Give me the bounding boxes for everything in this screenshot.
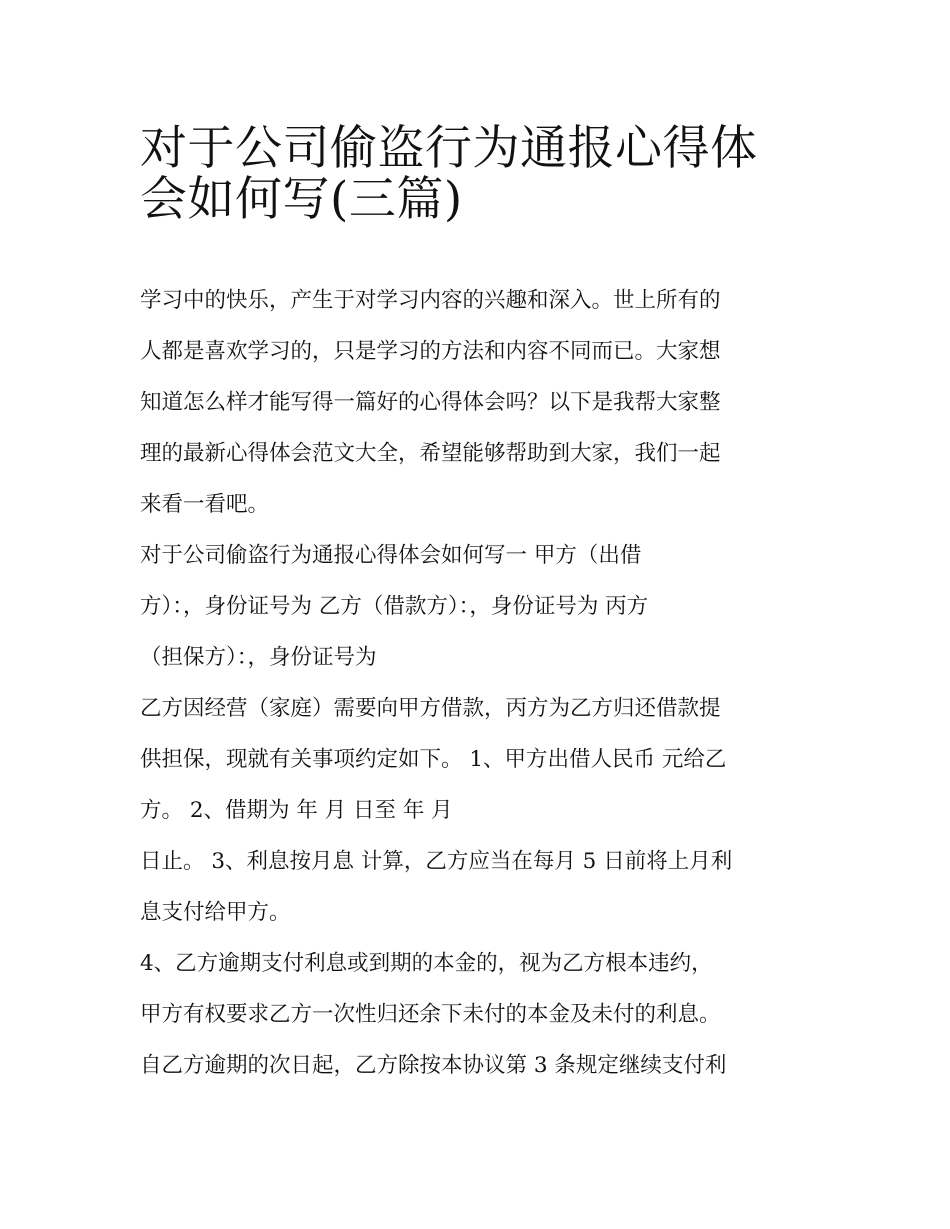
text-line: 人都是喜欢学习的，只是学习的方法和内容不同而已。大家想: [140, 339, 721, 364]
text-line: 方）：，身份证号为 乙方（借款方）：，身份证号为 丙方: [140, 594, 649, 619]
text-line: 自乙方逾期的次日起，乙方除按本协议第 3 条规定继续支付利: [140, 1053, 727, 1078]
text-line: 甲方有权要求乙方一次性归还余下未付的本金及未付的利息。: [140, 1002, 721, 1027]
document-title: [140, 112, 820, 227]
paragraph-intro: [140, 275, 820, 530]
text-line: 对于公司偷盗行为通报心得体会如何写一 甲方（出借: [140, 543, 642, 568]
text-line: 学习中的快乐，产生于对学习内容的兴趣和深入。世上所有的: [140, 288, 721, 313]
paragraph-default: [140, 938, 820, 1091]
title-line: 对于公司偷盗行为通报心得体: [140, 121, 758, 176]
paragraph-interest: [140, 836, 820, 938]
paragraph-terms: [140, 683, 820, 836]
text-line: 日止。 3、利息按月息 计算，乙方应当在每月 5 日前将上月利: [140, 849, 733, 874]
text-line: 来看一看吧。: [140, 492, 270, 517]
paragraph-parties: [140, 530, 820, 683]
title-line: 会如何写(三篇): [140, 172, 463, 227]
text-line: （担保方）：，身份证号为: [140, 645, 377, 670]
document-body: [140, 275, 820, 1091]
text-line: 息支付给甲方。: [140, 900, 291, 925]
text-line: 方。 2、借期为 年 月 日至 年 月: [140, 798, 453, 823]
text-line: 理的最新心得体会范文大全，希望能够帮助到大家，我们一起: [140, 441, 721, 466]
text-line: 4、乙方逾期支付利息或到期的本金的，视为乙方根本违约，: [140, 951, 713, 976]
text-line: 知道怎么样才能写得一篇好的心得体会吗？以下是我帮大家整: [140, 390, 721, 415]
text-line: 供担保，现就有关事项约定如下。 1、甲方出借人民币 元给乙: [140, 747, 727, 772]
text-line: 乙方因经营（家庭）需要向甲方借款，丙方为乙方归还借款提: [140, 696, 721, 721]
